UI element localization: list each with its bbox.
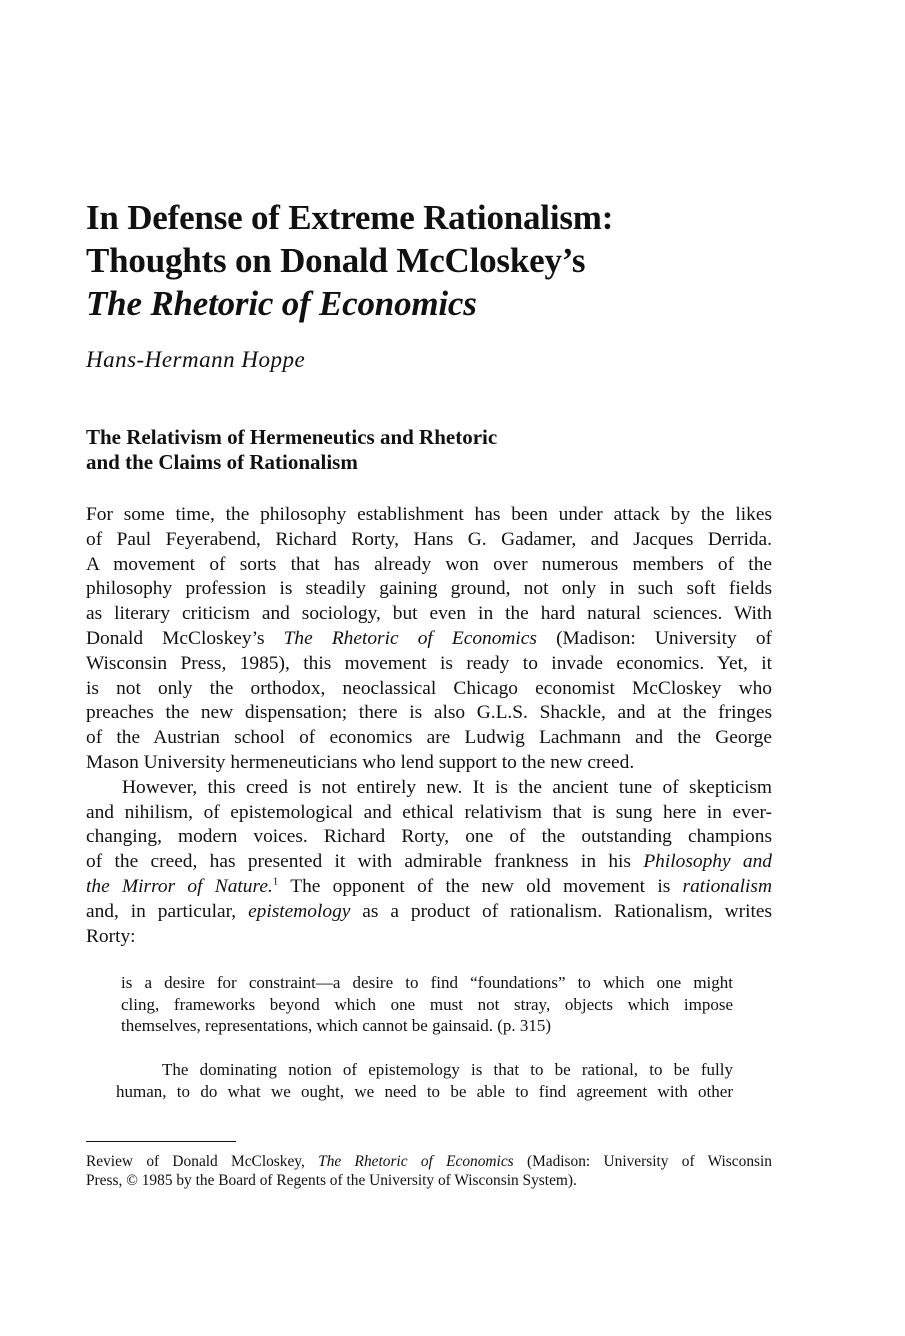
section-heading-line-2: and the Claims of Rationalism <box>86 450 358 474</box>
footnote-marker: 1 <box>272 875 279 888</box>
text-run: (Madison: University of <box>536 627 772 649</box>
text-run: Donald McCloskey’s <box>86 627 284 649</box>
paragraph-1-line: A movement of sorts that has already won over numerous members of the <box>86 553 772 575</box>
paragraph-2-line <box>86 900 772 925</box>
text-run: of the creed, has presented it with admirable frankness in his <box>86 851 644 873</box>
paragraph-1-line: preaches the new dispensation; there is also G.L.S. Shackle, and at the fringes <box>86 702 772 724</box>
text-run: Review of Donald McCloskey, <box>86 1153 319 1170</box>
book-title: The Rhetoric of Economics <box>283 627 537 649</box>
quote-line: cling, frameworks beyond which one must not stray, objects which impose <box>121 994 733 1014</box>
paragraph-1-line <box>86 627 772 652</box>
paragraph-1-line: of the Austrian school of economics are Ludwig Lachmann and the George <box>86 727 772 749</box>
book-title: The Rhetoric of Economics <box>318 1153 514 1170</box>
emphasis: rationalism <box>682 875 772 897</box>
section-heading <box>86 425 772 475</box>
footnote-line: Press, © 1985 by the Board of Regents of the University of Wisconsin System). <box>86 1172 577 1189</box>
author-name: Hans-Hermann Hoppe <box>86 347 306 372</box>
emphasis: epistemology <box>248 900 351 922</box>
paragraph-2-line: However, this creed is not entirely new. It is the ancient tune of skepticism <box>122 776 772 798</box>
footnote <box>86 1152 772 1190</box>
footnote-divider <box>86 1141 236 1142</box>
paragraph-2 <box>86 776 772 950</box>
paragraph-1 <box>86 503 772 776</box>
paragraph-2-line: changing, modern voices. Richard Rorty, one of the outstanding champions <box>86 826 772 848</box>
paragraph-1-line: Mason University hermeneuticians who lend support to the new creed. <box>86 751 635 773</box>
article-page <box>86 196 772 1103</box>
paragraph-2-line <box>86 850 772 875</box>
paragraph-1-line: philosophy profession is steadily gaining ground, not only in such soft fields <box>86 578 772 600</box>
continuation-line: The dominating notion of epistemology is that to be rational, to be fully <box>162 1059 733 1079</box>
body-text <box>86 503 772 949</box>
quote-line: is a desire for constraint—a desire to find “foundations” to which one might <box>121 973 733 993</box>
text-run: as a product of rationalism. Rationalism, writes <box>350 900 773 922</box>
text-run: The opponent of the new old movement is <box>278 875 683 897</box>
paragraph-2-line <box>86 875 772 900</box>
paragraph-2-line: Rorty: <box>86 925 136 947</box>
title-line-2: Thoughts on Donald McCloskey’s <box>86 241 586 280</box>
book-title: Philosophy and <box>643 851 773 873</box>
text-run: and, in particular, <box>86 900 249 922</box>
paragraph-1-line: Wisconsin Press, 1985), this movement is ready to invade economics. Yet, it <box>86 652 772 674</box>
section-heading-line-1: The Relativism of Hermeneutics and Rhetoric <box>86 425 498 449</box>
continuation-line: human, to do what we ought, we need to be able to find agreement with other <box>116 1081 733 1101</box>
footnote-line <box>86 1152 772 1171</box>
paragraph-1-line: For some time, the philosophy establishment has been under attack by the likes <box>86 504 772 525</box>
block-quote <box>121 972 733 1037</box>
paragraph-1-line: as literary criticism and sociology, but even in the hard natural sciences. With <box>86 603 772 625</box>
paragraph-1-line: is not only the orthodox, neoclassical Chicago economist McCloskey who <box>86 677 772 699</box>
article-title <box>86 196 772 325</box>
continuation-paragraph <box>116 1059 733 1103</box>
quote-line: themselves, representations, which cannot be gainsaid. (p. 315) <box>121 1016 552 1036</box>
title-line-1: In Defense of Extreme Rationalism: <box>86 198 614 237</box>
title-line-3: The Rhetoric of Economics <box>86 284 477 323</box>
book-title: the Mirror of Nature. <box>86 875 273 897</box>
paragraph-1-line: of Paul Feyerabend, Richard Rorty, Hans G. Gadamer, and Jacques Derrida. <box>86 528 772 550</box>
text-run: (Madison: University of Wisconsin <box>513 1153 772 1170</box>
paragraph-2-line: and nihilism, of epistemological and ethical relativism that is sung here in ever- <box>86 801 772 823</box>
